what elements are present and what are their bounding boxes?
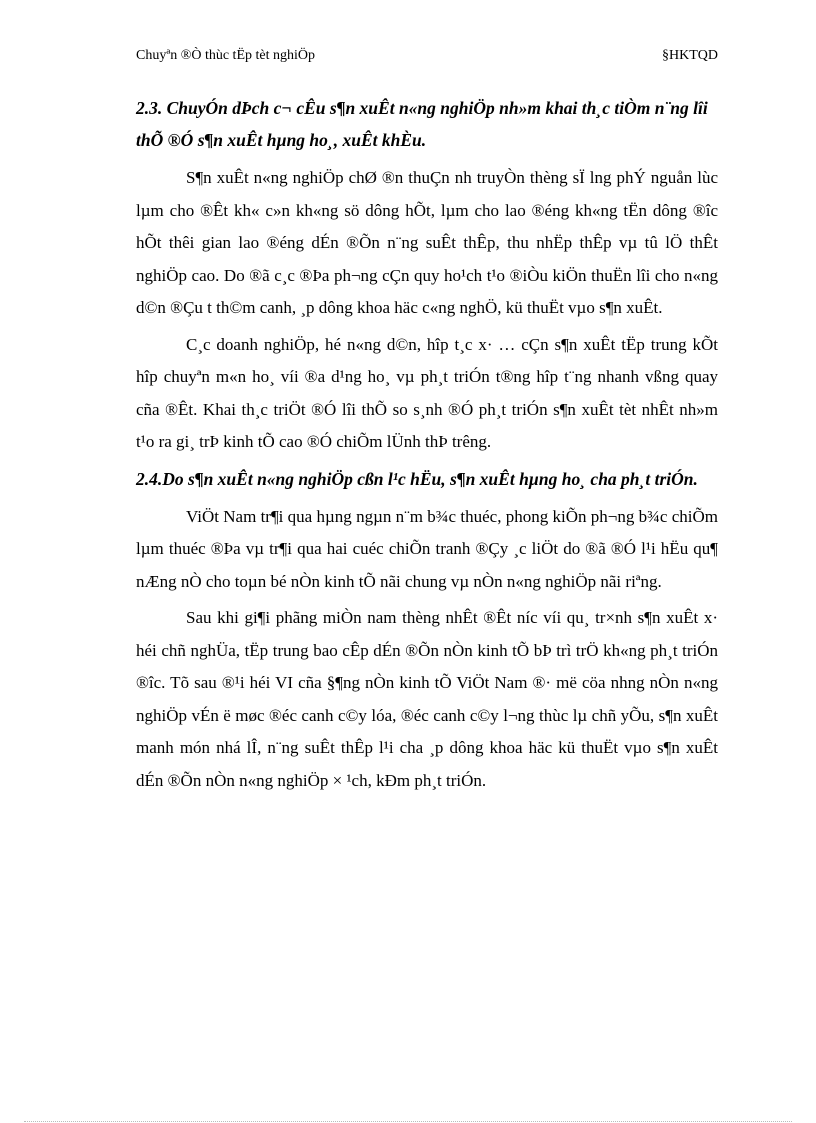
header-left-text: Chuyªn ®Ò thùc tËp tèt nghiÖp	[136, 48, 315, 63]
page-bottom-divider	[24, 1121, 792, 1122]
body-paragraph: S¶n xuÊt n«ng nghiÖp chØ ®n thuÇn nh truyÒn thèng sÏ lng phÝ nguån lùc lµm cho ®Êt kh« c»n kh«ng sö dông hÕt, lµm cho lao ®éng kh«ng tËn dông ®îc hÕt thêi gian lao ®éng dÉn ®Õn n¨ng suÊt thÊp, thu nhËp thÊp vµ tû lÖ thÊt nghiÖp cao. Do ®ã c¸c ®Þa ph¬ng cÇn quy ho¹ch t¹o ®iÒu kiÖn thuËn lîi cho n«ng d©n ®Çu t th©m canh, ¸p dông khoa häc c«ng nghÖ, kü thuËt vµo s¶n xuÊt.	[136, 168, 718, 317]
page-header	[136, 48, 718, 64]
header-right-text: §HKTQD	[662, 48, 718, 63]
body-paragraph: C¸c doanh nghiÖp, hé n«ng d©n, hîp t¸c x· … cÇn s¶n xuÊt tËp trung kÕt hîp chuyªn m«n ho¸ víi ®a d¹ng ho¸ vµ ph¸t triÓn t®ng hîp t¨ng nhanh vßng quay cña ®Êt. Khai th¸c triÖt ®Ó lîi thÕ so s¸nh ®Ó ph¸t triÓn s¶n xuÊt tèt nhÊt nh»m t¹o ra gi¸ trÞ kinh tÕ cao ®Ó chiÕm lÜnh thÞ trêng.	[136, 334, 718, 451]
document-body	[136, 92, 718, 801]
body-paragraph: ViÖt Nam tr¶i qua hµng ngµn n¨m b¾c thuéc, phong kiÕn ph¬ng b¾c chiÕm lµm thuéc ®Þa vµ tr¶i qua hai cuéc chiÕn tranh ®Çy ¸c liÖt do ®ã ®Ó l¹i hËu qu¶ nÆng nÒ cho toµn bé nÒn kinh tÕ nãi chung vµ nÒn n«ng nghiÖp nãi riªng.	[136, 506, 718, 591]
section-heading-2-4: 2.4.Do s¶n xuÊt n«ng nghiÖp cßn l¹c hËu, s¶n xuÊt hµng ho¸ cha ph¸t triÓn.	[136, 468, 698, 489]
body-paragraph: Sau khi gi¶i phãng miÒn nam thèng nhÊt ®Êt níc víi qu¸ tr×nh s¶n xuÊt x· héi chñ nghÜa, tËp trung bao cÊp dÉn ®Õn nÒn kinh tÕ bÞ trì trÖ kh«ng ph¸t triÓn ®îc. Tõ sau ®¹i héi VI cña §¶ng nÒn kinh tÕ ViÖt Nam ®· më cöa nhng nÒn n«ng nghiÖp vÉn ë møc ®éc canh c©y lóa, ®éc canh c©y l¬ng thùc lµ chñ yÕu, s¶n xuÊt manh món nhá lÎ, n¨ng suÊt thÊp l¹i cha ¸p dông khoa häc kü thuËt vµo s¶n xuÊt dÉn ®Õn nÒn n«ng nghiÖp × ¹ch, kÐm ph¸t triÓn.	[136, 608, 718, 790]
section-heading-2-3: 2.3. ChuyÓn dÞch c¬ cÊu s¶n xuÊt n«ng nghiÖp nh»m khai th¸c tiÒm n¨ng lîi thÕ ®Ó s¶n xuÊt hµng ho¸, xuÊt khÈu.	[136, 98, 708, 150]
